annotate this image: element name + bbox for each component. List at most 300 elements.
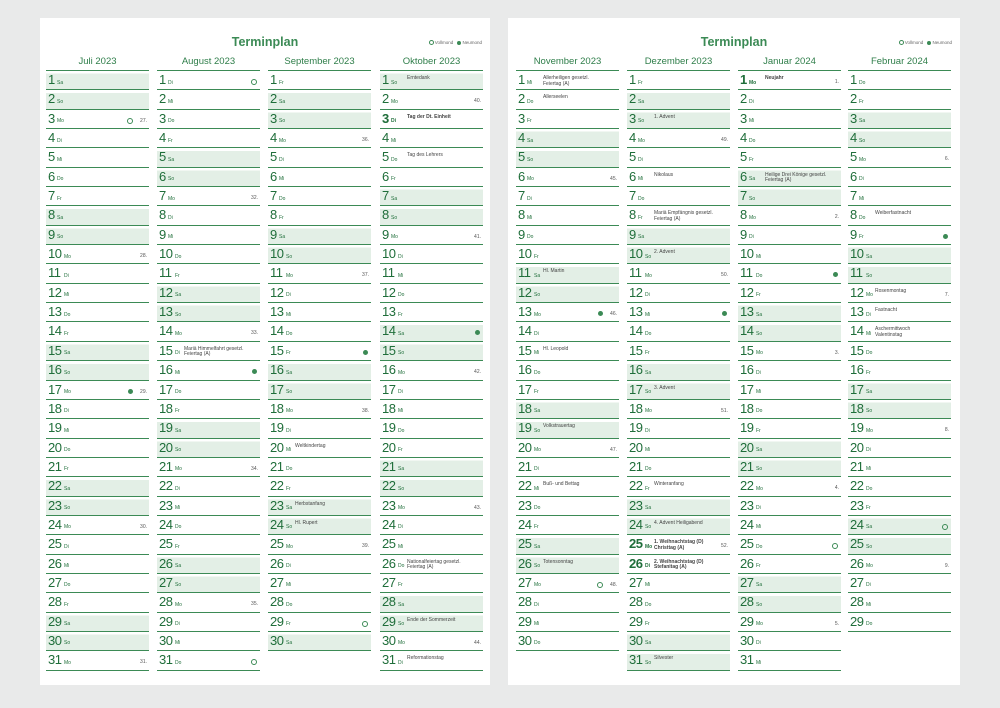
day-row[interactable] bbox=[848, 400, 951, 419]
day-row[interactable] bbox=[738, 129, 841, 148]
day-number: 5 bbox=[629, 149, 636, 165]
day-number: 16 bbox=[159, 362, 173, 378]
day-row[interactable] bbox=[380, 90, 483, 109]
day-row[interactable] bbox=[46, 90, 149, 109]
day-row[interactable] bbox=[46, 555, 149, 574]
day-row[interactable] bbox=[268, 226, 371, 245]
day-number: 8 bbox=[629, 207, 636, 223]
day-row[interactable] bbox=[627, 245, 730, 264]
day-row[interactable] bbox=[516, 361, 619, 380]
day-row[interactable] bbox=[268, 187, 371, 206]
day-row[interactable] bbox=[46, 477, 149, 496]
day-row[interactable] bbox=[627, 574, 730, 593]
day-row[interactable] bbox=[268, 516, 371, 535]
day-row[interactable] bbox=[848, 593, 951, 612]
day-row[interactable] bbox=[738, 303, 841, 322]
weekday-abbr: Mo bbox=[175, 601, 182, 608]
day-row[interactable] bbox=[46, 168, 149, 187]
weekday-abbr: Mo bbox=[391, 234, 398, 241]
day-row[interactable] bbox=[848, 322, 951, 341]
day-row[interactable] bbox=[627, 381, 730, 400]
day-row[interactable] bbox=[516, 303, 619, 322]
day-row[interactable] bbox=[46, 110, 149, 129]
day-row[interactable] bbox=[516, 342, 619, 361]
day-row[interactable] bbox=[738, 264, 841, 283]
day-row[interactable] bbox=[516, 110, 619, 129]
day-note: 3. Advent bbox=[654, 384, 675, 391]
day-row[interactable] bbox=[46, 226, 149, 245]
day-row[interactable] bbox=[627, 593, 730, 612]
day-row[interactable] bbox=[738, 168, 841, 187]
day-row[interactable] bbox=[516, 322, 619, 341]
day-row[interactable] bbox=[268, 110, 371, 129]
weekday-abbr: So bbox=[175, 582, 182, 589]
day-row[interactable] bbox=[268, 129, 371, 148]
day-row[interactable] bbox=[157, 342, 260, 361]
day-row[interactable] bbox=[268, 555, 371, 574]
day-row[interactable] bbox=[627, 477, 730, 496]
moon-legend bbox=[896, 40, 952, 45]
day-number: 4 bbox=[740, 130, 747, 146]
day-row[interactable] bbox=[848, 381, 951, 400]
day-row[interactable] bbox=[268, 264, 371, 283]
day-row[interactable] bbox=[157, 187, 260, 206]
day-row[interactable] bbox=[738, 381, 841, 400]
day-row[interactable] bbox=[848, 303, 951, 322]
day-row[interactable] bbox=[848, 110, 951, 129]
day-row[interactable] bbox=[516, 90, 619, 109]
day-row[interactable] bbox=[627, 555, 730, 574]
day-number: 2 bbox=[382, 91, 389, 107]
day-row[interactable] bbox=[516, 535, 619, 554]
day-row[interactable] bbox=[627, 226, 730, 245]
day-row[interactable] bbox=[738, 71, 841, 90]
day-row[interactable] bbox=[46, 71, 149, 90]
day-row[interactable] bbox=[268, 632, 371, 651]
day-row[interactable] bbox=[516, 148, 619, 167]
day-row[interactable] bbox=[848, 555, 951, 574]
day-row[interactable] bbox=[516, 71, 619, 90]
day-row[interactable] bbox=[516, 168, 619, 187]
day-row[interactable] bbox=[380, 303, 483, 322]
day-row[interactable] bbox=[516, 593, 619, 612]
day-row[interactable] bbox=[46, 593, 149, 612]
day-number: 8 bbox=[382, 207, 389, 223]
day-number: 30 bbox=[48, 632, 62, 648]
day-row[interactable] bbox=[46, 574, 149, 593]
day-row[interactable] bbox=[268, 168, 371, 187]
day-row[interactable] bbox=[848, 129, 951, 148]
day-row[interactable] bbox=[380, 613, 483, 632]
day-row[interactable] bbox=[268, 400, 371, 419]
day-row[interactable] bbox=[46, 361, 149, 380]
day-row[interactable] bbox=[157, 90, 260, 109]
day-row[interactable] bbox=[380, 632, 483, 651]
day-row[interactable] bbox=[516, 129, 619, 148]
day-row[interactable] bbox=[268, 477, 371, 496]
day-row[interactable] bbox=[627, 458, 730, 477]
weekday-abbr: Mi bbox=[866, 601, 872, 608]
day-number: 7 bbox=[270, 188, 277, 204]
day-row[interactable] bbox=[738, 651, 841, 670]
day-row[interactable] bbox=[627, 632, 730, 651]
day-row[interactable] bbox=[268, 322, 371, 341]
day-row[interactable] bbox=[738, 245, 841, 264]
day-row[interactable] bbox=[627, 284, 730, 303]
day-number: 3 bbox=[48, 110, 55, 126]
week-number: 2. bbox=[834, 214, 839, 221]
day-row[interactable] bbox=[848, 613, 951, 632]
day-row[interactable] bbox=[157, 419, 260, 438]
day-row[interactable] bbox=[268, 148, 371, 167]
day-row[interactable] bbox=[627, 516, 730, 535]
day-row[interactable] bbox=[268, 381, 371, 400]
day-row[interactable] bbox=[157, 613, 260, 632]
day-row[interactable] bbox=[627, 129, 730, 148]
day-row[interactable] bbox=[848, 71, 951, 90]
day-row[interactable] bbox=[46, 206, 149, 225]
day-row[interactable] bbox=[848, 458, 951, 477]
day-row[interactable] bbox=[738, 477, 841, 496]
weekday-abbr: Di bbox=[866, 447, 871, 454]
day-row[interactable] bbox=[627, 206, 730, 225]
day-row[interactable] bbox=[157, 129, 260, 148]
day-row[interactable] bbox=[848, 361, 951, 380]
weekday-abbr: Mi bbox=[64, 563, 70, 570]
day-row[interactable] bbox=[516, 187, 619, 206]
day-row[interactable] bbox=[157, 322, 260, 341]
day-row[interactable] bbox=[157, 245, 260, 264]
day-row[interactable] bbox=[46, 516, 149, 535]
day-row[interactable] bbox=[157, 303, 260, 322]
day-row[interactable] bbox=[627, 342, 730, 361]
day-row[interactable] bbox=[157, 284, 260, 303]
day-row[interactable] bbox=[738, 439, 841, 458]
day-row[interactable] bbox=[380, 129, 483, 148]
day-row[interactable] bbox=[848, 342, 951, 361]
day-row[interactable] bbox=[46, 419, 149, 438]
day-row[interactable] bbox=[46, 632, 149, 651]
day-row[interactable] bbox=[268, 284, 371, 303]
day-row[interactable] bbox=[516, 419, 619, 438]
day-row[interactable] bbox=[516, 206, 619, 225]
day-number: 25 bbox=[382, 536, 396, 552]
day-number: 3 bbox=[382, 110, 389, 126]
day-row[interactable] bbox=[627, 148, 730, 167]
day-row[interactable] bbox=[268, 206, 371, 225]
day-row[interactable] bbox=[157, 400, 260, 419]
day-row[interactable] bbox=[157, 148, 260, 167]
day-row[interactable] bbox=[738, 593, 841, 612]
day-row[interactable] bbox=[516, 381, 619, 400]
day-row[interactable] bbox=[157, 574, 260, 593]
day-row[interactable] bbox=[738, 110, 841, 129]
day-row[interactable] bbox=[157, 593, 260, 612]
day-row[interactable] bbox=[380, 110, 483, 129]
day-row[interactable] bbox=[380, 226, 483, 245]
weekday-abbr: So bbox=[64, 640, 71, 647]
day-row[interactable] bbox=[627, 361, 730, 380]
day-row[interactable] bbox=[380, 535, 483, 554]
day-row[interactable] bbox=[738, 400, 841, 419]
day-row[interactable] bbox=[157, 439, 260, 458]
day-row[interactable] bbox=[157, 555, 260, 574]
day-number: 14 bbox=[48, 323, 62, 339]
day-row[interactable] bbox=[738, 419, 841, 438]
day-row[interactable] bbox=[516, 400, 619, 419]
day-row[interactable] bbox=[268, 458, 371, 477]
day-row[interactable] bbox=[848, 419, 951, 438]
day-row[interactable] bbox=[46, 535, 149, 554]
weekday-abbr: Mo bbox=[286, 408, 293, 415]
day-row[interactable] bbox=[516, 458, 619, 477]
day-row[interactable] bbox=[848, 497, 951, 516]
day-number: 4 bbox=[629, 130, 636, 146]
weekday-abbr: Di bbox=[286, 563, 291, 570]
day-row[interactable] bbox=[380, 593, 483, 612]
day-row[interactable] bbox=[46, 439, 149, 458]
day-row[interactable] bbox=[157, 381, 260, 400]
day-row[interactable] bbox=[738, 284, 841, 303]
day-row[interactable] bbox=[46, 322, 149, 341]
day-row[interactable] bbox=[380, 148, 483, 167]
day-row[interactable] bbox=[157, 168, 260, 187]
day-row[interactable] bbox=[738, 206, 841, 225]
day-row[interactable] bbox=[848, 168, 951, 187]
day-row[interactable] bbox=[627, 168, 730, 187]
weekday-abbr: Mo bbox=[175, 330, 182, 337]
day-row[interactable] bbox=[46, 187, 149, 206]
day-row[interactable] bbox=[157, 110, 260, 129]
day-row[interactable] bbox=[848, 516, 951, 535]
day-row[interactable] bbox=[157, 458, 260, 477]
day-row[interactable] bbox=[848, 206, 951, 225]
day-row[interactable] bbox=[380, 322, 483, 341]
month-name: Februar 2024 bbox=[848, 55, 951, 71]
day-row[interactable] bbox=[380, 284, 483, 303]
day-row[interactable] bbox=[46, 613, 149, 632]
day-number: 24 bbox=[159, 516, 173, 532]
day-row[interactable] bbox=[46, 651, 149, 670]
day-row[interactable] bbox=[380, 187, 483, 206]
day-row[interactable] bbox=[157, 632, 260, 651]
day-row[interactable] bbox=[380, 381, 483, 400]
weekday-abbr: Mo bbox=[534, 582, 541, 589]
day-row[interactable] bbox=[268, 90, 371, 109]
day-row[interactable] bbox=[46, 381, 149, 400]
weekday-abbr: Do bbox=[859, 79, 866, 86]
day-row[interactable] bbox=[848, 245, 951, 264]
day-row[interactable] bbox=[268, 535, 371, 554]
day-row[interactable] bbox=[627, 439, 730, 458]
day-row[interactable] bbox=[627, 187, 730, 206]
weekday-abbr: So bbox=[527, 156, 534, 163]
day-row[interactable] bbox=[848, 90, 951, 109]
day-row[interactable] bbox=[268, 71, 371, 90]
day-row[interactable] bbox=[380, 264, 483, 283]
weekday-abbr: Di bbox=[286, 427, 291, 434]
day-number: 5 bbox=[740, 149, 747, 165]
day-row[interactable] bbox=[46, 264, 149, 283]
day-row[interactable] bbox=[627, 90, 730, 109]
day-row[interactable] bbox=[516, 284, 619, 303]
day-row[interactable] bbox=[627, 497, 730, 516]
day-row[interactable] bbox=[627, 613, 730, 632]
day-row[interactable] bbox=[516, 632, 619, 651]
day-row[interactable] bbox=[157, 535, 260, 554]
day-row[interactable] bbox=[627, 322, 730, 341]
day-row[interactable] bbox=[738, 516, 841, 535]
day-row[interactable] bbox=[380, 555, 483, 574]
day-row[interactable] bbox=[848, 187, 951, 206]
day-row[interactable] bbox=[157, 264, 260, 283]
day-row[interactable] bbox=[380, 71, 483, 90]
day-row[interactable] bbox=[157, 226, 260, 245]
day-row[interactable] bbox=[627, 110, 730, 129]
day-row[interactable] bbox=[268, 497, 371, 516]
day-row[interactable] bbox=[738, 90, 841, 109]
weekday-abbr: Sa bbox=[175, 427, 182, 434]
day-row[interactable] bbox=[738, 187, 841, 206]
day-row[interactable] bbox=[268, 613, 371, 632]
day-row[interactable] bbox=[157, 71, 260, 90]
day-row[interactable] bbox=[516, 516, 619, 535]
day-row[interactable] bbox=[627, 264, 730, 283]
day-row[interactable] bbox=[380, 516, 483, 535]
day-number: 21 bbox=[850, 458, 864, 474]
day-row[interactable] bbox=[848, 284, 951, 303]
day-row[interactable] bbox=[46, 245, 149, 264]
day-row[interactable] bbox=[848, 574, 951, 593]
day-note: Herbstanfang bbox=[295, 500, 326, 507]
day-row[interactable] bbox=[380, 439, 483, 458]
month-column bbox=[157, 55, 260, 671]
day-row[interactable] bbox=[380, 168, 483, 187]
day-row[interactable] bbox=[627, 651, 730, 670]
day-row[interactable] bbox=[738, 361, 841, 380]
day-number: 28 bbox=[850, 594, 864, 610]
weekday-abbr: Sa bbox=[64, 485, 71, 492]
day-number: 22 bbox=[382, 478, 396, 494]
day-number: 12 bbox=[382, 284, 396, 300]
day-row[interactable] bbox=[380, 400, 483, 419]
day-row[interactable] bbox=[380, 419, 483, 438]
day-row[interactable] bbox=[268, 419, 371, 438]
day-row[interactable] bbox=[46, 303, 149, 322]
day-row[interactable] bbox=[516, 477, 619, 496]
day-row[interactable] bbox=[268, 303, 371, 322]
day-row[interactable] bbox=[627, 535, 730, 554]
day-row[interactable] bbox=[516, 613, 619, 632]
day-row[interactable] bbox=[380, 458, 483, 477]
day-row[interactable] bbox=[268, 439, 371, 458]
day-row[interactable] bbox=[516, 439, 619, 458]
day-row[interactable] bbox=[738, 497, 841, 516]
day-row[interactable] bbox=[46, 129, 149, 148]
day-row[interactable] bbox=[380, 651, 483, 670]
day-row[interactable] bbox=[516, 245, 619, 264]
day-row[interactable] bbox=[46, 342, 149, 361]
day-row[interactable] bbox=[848, 535, 951, 554]
day-note: Hl. Martin bbox=[543, 268, 565, 275]
day-row[interactable] bbox=[268, 574, 371, 593]
day-number: 27 bbox=[518, 574, 532, 590]
day-row[interactable] bbox=[46, 458, 149, 477]
weekday-abbr: Di bbox=[391, 118, 396, 125]
weekday-abbr: Di bbox=[756, 640, 761, 647]
day-row[interactable] bbox=[848, 439, 951, 458]
day-row[interactable] bbox=[516, 497, 619, 516]
day-number: 26 bbox=[48, 555, 62, 571]
day-row[interactable] bbox=[738, 342, 841, 361]
day-row[interactable] bbox=[157, 651, 260, 670]
day-number: 21 bbox=[740, 458, 754, 474]
day-row[interactable] bbox=[380, 361, 483, 380]
day-number: 31 bbox=[382, 652, 396, 668]
day-row[interactable] bbox=[738, 322, 841, 341]
day-row[interactable] bbox=[738, 613, 841, 632]
day-row[interactable] bbox=[157, 516, 260, 535]
day-row[interactable] bbox=[738, 148, 841, 167]
day-row[interactable] bbox=[516, 264, 619, 283]
day-row[interactable] bbox=[627, 400, 730, 419]
day-row[interactable] bbox=[738, 632, 841, 651]
day-row[interactable] bbox=[738, 458, 841, 477]
day-row[interactable] bbox=[268, 245, 371, 264]
day-row[interactable] bbox=[627, 419, 730, 438]
day-row[interactable] bbox=[380, 342, 483, 361]
day-row[interactable] bbox=[380, 206, 483, 225]
weekday-abbr: Do bbox=[64, 582, 71, 589]
day-row[interactable] bbox=[380, 245, 483, 264]
weekday-abbr: So bbox=[398, 621, 405, 628]
day-row[interactable] bbox=[848, 148, 951, 167]
day-row[interactable] bbox=[380, 477, 483, 496]
day-row[interactable] bbox=[157, 477, 260, 496]
day-row[interactable] bbox=[46, 497, 149, 516]
day-row[interactable] bbox=[627, 71, 730, 90]
day-row[interactable] bbox=[738, 574, 841, 593]
day-row[interactable] bbox=[627, 303, 730, 322]
day-row[interactable] bbox=[157, 361, 260, 380]
weekday-abbr: So bbox=[391, 214, 398, 221]
day-row[interactable] bbox=[268, 342, 371, 361]
day-row[interactable] bbox=[848, 264, 951, 283]
day-row[interactable] bbox=[738, 535, 841, 554]
day-row[interactable] bbox=[380, 497, 483, 516]
day-row[interactable] bbox=[516, 226, 619, 245]
day-number: 22 bbox=[48, 478, 62, 494]
day-row[interactable] bbox=[46, 148, 149, 167]
day-row[interactable] bbox=[46, 284, 149, 303]
weekday-abbr: Di bbox=[57, 137, 62, 144]
day-row[interactable] bbox=[848, 477, 951, 496]
week-number: 28. bbox=[140, 253, 147, 260]
day-row[interactable] bbox=[157, 497, 260, 516]
day-row[interactable] bbox=[46, 400, 149, 419]
day-row[interactable] bbox=[157, 206, 260, 225]
weekday-abbr: So bbox=[756, 330, 763, 337]
day-row[interactable] bbox=[516, 555, 619, 574]
day-row[interactable] bbox=[380, 574, 483, 593]
day-row[interactable] bbox=[516, 574, 619, 593]
day-row[interactable] bbox=[848, 226, 951, 245]
day-row[interactable] bbox=[268, 361, 371, 380]
day-row[interactable] bbox=[738, 555, 841, 574]
day-row[interactable] bbox=[738, 226, 841, 245]
day-row[interactable] bbox=[268, 593, 371, 612]
day-note: Buß- und Bettag bbox=[543, 481, 580, 488]
